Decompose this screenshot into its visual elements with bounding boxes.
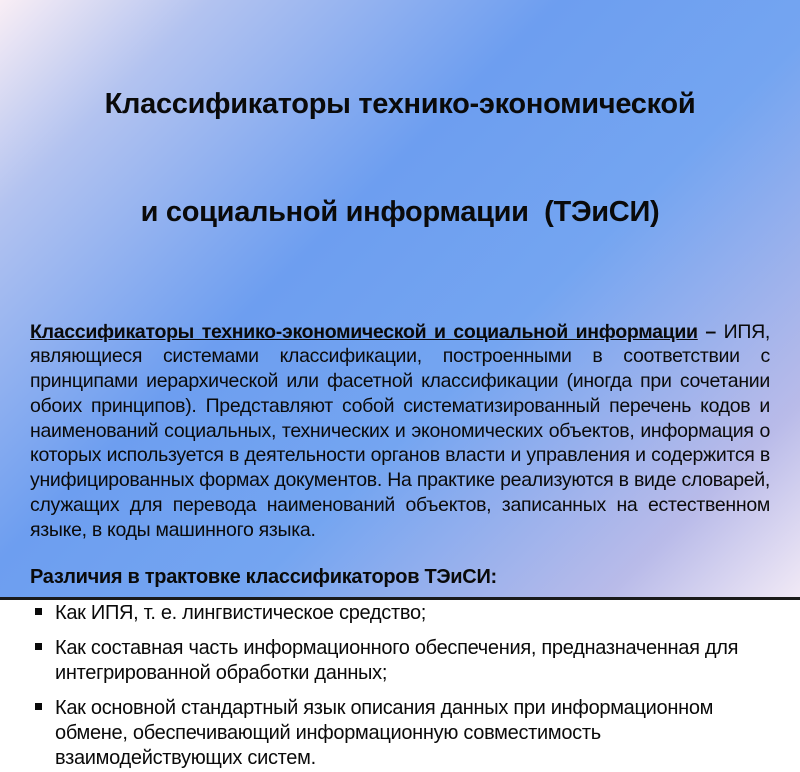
slide-title (0, 0, 800, 303)
slide-body (0, 320, 800, 772)
definition-paragraph (30, 320, 770, 543)
definition-dash: – (697, 320, 724, 343)
bullet-list (30, 601, 770, 771)
bullet-item-2 (30, 636, 770, 687)
bullet-item-1 (30, 601, 770, 626)
bullet-square-icon (35, 703, 42, 710)
bullet-text-2: Как составная часть информационного обеспечения, предназначенная для интегрированной обработки данных; (55, 636, 739, 685)
definition-body-text: ИПЯ, являющиеся системами классификации, построенными в соответствии с принципами иерархической или фасетной классификации (иногда при сочетании обоих принципов). Представляют собой систематизированный перечень кодов и наименований социальных, технических и экономических объектов, информация о которых используется в деятельности органов власти и управления и содержится в унифицированных формах документов. На практике реализуются в виде словарей, служащих для перевода наименований объектов, записанных на естественном языке, в коды машинного языка. (30, 320, 770, 541)
slide-title-line2: и социальной информации (ТЭиСИ) (140, 195, 660, 228)
bullet-text-1: Как ИПЯ, т. е. лингвистическое средство; (55, 602, 427, 625)
bullet-square-icon (35, 608, 42, 615)
bullet-item-3 (30, 696, 770, 772)
slide-title-line1: Классификаторы технико-экономической (104, 87, 696, 120)
bullet-text-3: Как основной стандартный язык описания данных при информационном обмене, обеспечивающий информационную совместимость взаимодействующих систем. (55, 696, 714, 770)
definition-lead-underlined: Классификаторы технико-экономической и социальной информации (30, 320, 698, 343)
slide-bottom-edge-line (0, 597, 800, 600)
subheading-differences: Различия в трактовке классификаторов ТЭиСИ: (30, 566, 497, 589)
bullet-square-icon (35, 643, 42, 650)
